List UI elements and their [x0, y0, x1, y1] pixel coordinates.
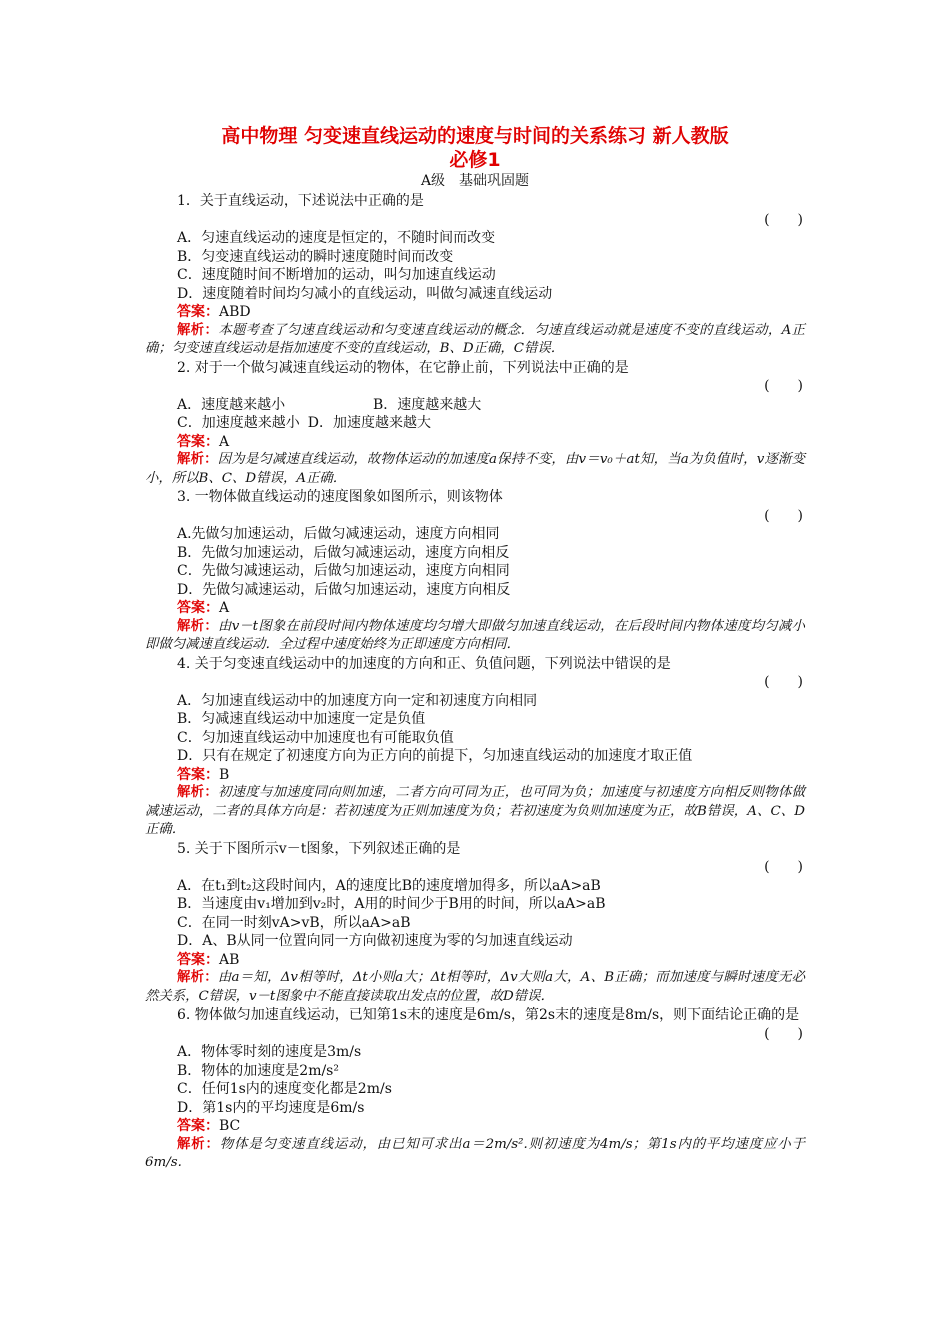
- answer-value: A: [219, 600, 230, 616]
- doc-title-line1: 高中物理 匀变速直线运动的速度与时间的关系练习 新人教版: [221, 125, 729, 147]
- option: B．匀减速直线运动中加速度一定是负值: [177, 711, 426, 727]
- question-3: [145, 488, 805, 655]
- explanation: [145, 322, 805, 359]
- option: B．速度越来越大: [373, 396, 482, 413]
- explanation: [145, 451, 805, 488]
- answer-value: B: [219, 766, 230, 783]
- answer-blank: ( ): [764, 1025, 803, 1042]
- explanation: [145, 1136, 805, 1173]
- option: C．速度随时间不断增加的运动，叫匀加速直线运动: [177, 267, 496, 283]
- answer-blank: ( ): [764, 378, 803, 394]
- explanation: [145, 969, 805, 1006]
- option: A．匀加速直线运动中的加速度方向一定和初速度方向相同: [177, 692, 538, 709]
- option: D．加速度越来越大: [307, 415, 431, 431]
- explain-label: 解析：: [177, 322, 219, 338]
- answer-line: [145, 599, 805, 618]
- answer-label: 答案：: [177, 766, 219, 783]
- answer-label: 答案：: [177, 433, 219, 450]
- answer-blank: ( ): [764, 674, 803, 690]
- answer-blank: ( ): [764, 507, 803, 524]
- option: D．A、B从同一位置向同一方向做初速度为零的匀加速直线运动: [177, 933, 573, 949]
- explain-label: 解析：: [177, 785, 218, 800]
- option: A．速度越来越小: [177, 396, 286, 413]
- explain-text: 由a＝知，Δv相等时，Δt小则a大；Δt相等时，Δv大则a大，A、B正确；而加速度与瞬时速度无必然关系，C错误，v－t图象中不能直接读取出发点的位置，故D错误．: [145, 970, 806, 1004]
- explain-text: 物体是匀变速直线运动，由已知可求出a＝2m/s².则初速度为4m/s；第1s内的平均速度应小于6m/s.: [145, 1136, 806, 1170]
- option: D．只有在规定了初速度方向为正方向的前提下，匀加速直线运动的加速度才取正值: [177, 748, 693, 764]
- answer-label: 答案：: [177, 600, 219, 616]
- option: D．速度随着时间均匀减小的直线运动，叫做匀减速直线运动: [177, 285, 553, 302]
- question-4: [145, 655, 805, 840]
- explain-label: 解析：: [177, 618, 219, 634]
- explain-text: 由v－t图象在前段时间内物体速度均匀增大即做匀加速直线运动，在后段时间内物体速度均匀减小即做匀减速直线运动．全过程中速度始终为正即速度方向相同．: [145, 618, 805, 652]
- option: C．任何1s内的速度变化都是2m/s: [177, 1081, 392, 1097]
- option: C．加速度越来越小: [177, 415, 300, 431]
- option-row: [145, 414, 805, 433]
- option: C．先做匀减速运动，后做匀加速运动，速度方向相同: [177, 563, 510, 579]
- question-stem: 3. 一物体做直线运动的速度图象如图所示，则该物体: [177, 489, 503, 505]
- question-1: [145, 192, 805, 359]
- question-5: [145, 840, 805, 1007]
- question-stem: 6. 物体做匀加速直线运动，已知第1s末的速度是6m/s，第2s末的速度是8m/s，则下面结论正确的是: [177, 1007, 800, 1023]
- answer-value: AB: [219, 951, 240, 968]
- question-stem: 2. 对于一个做匀减速直线运动的物体，在它静止前，下列说法中正确的是: [177, 359, 629, 376]
- explain-text: 本题考查了匀速直线运动和匀变速直线运动的概念．匀速直线运动就是速度不变的直线运动，A正确；匀变速直线运动是指加速度不变的直线运动，B、D正确，C错误．: [145, 322, 806, 356]
- question-stem: 1．关于直线运动，下述说法中正确的是: [177, 193, 424, 209]
- answer-value: ABD: [219, 304, 251, 320]
- option: A．在t₁到t₂这段时间内，A的速度比B的速度增加得多，所以aA>aB: [177, 877, 601, 894]
- explanation: [145, 784, 805, 840]
- section-heading: A级 基础巩固题: [420, 173, 530, 189]
- option: A．匀速直线运动的速度是恒定的，不随时间而改变: [177, 230, 496, 246]
- answer-line: [145, 303, 805, 322]
- option: A.先做匀加速运动，后做匀减速运动，速度方向相同: [177, 526, 500, 542]
- question-6: [145, 1006, 805, 1173]
- explanation: [145, 618, 805, 655]
- answer-line: [145, 1117, 805, 1136]
- answer-blank: ( ): [764, 211, 803, 228]
- option: B．当速度由v₁增加到v₂时，A用的时间少于B用的时间，所以aA>aB: [177, 896, 606, 912]
- question-stem: 4. 关于匀变速直线运动中的加速度的方向和正、负值问题，下列说法中错误的是: [177, 655, 671, 672]
- answer-label: 答案：: [177, 304, 219, 320]
- document-page: [145, 124, 805, 1173]
- explain-label: 解析：: [177, 1136, 220, 1152]
- option-row: [145, 396, 805, 415]
- option: B．物体的加速度是2m/s²: [177, 1062, 339, 1079]
- explain-label: 解析：: [177, 970, 218, 985]
- answer-value: A: [219, 433, 230, 450]
- answer-label: 答案：: [177, 1118, 219, 1134]
- explain-text: 因为是匀减速直线运动，故物体运动的加速度a保持不变，由v＝v₀＋at知，当a为负值时，v逐渐变小，所以B、C、D错误，A正确．: [145, 452, 805, 486]
- question-2: [145, 359, 805, 489]
- doc-title-line2: 必修1: [449, 149, 501, 171]
- explain-text: 初速度与加速度同向则加速，二者方向可同为正，也可同为负；加速度与初速度方向相反则物体做减速运动，二者的具体方向是：若初速度为正则加速度为负；若初速度为负则加速度为正，故B错误，A、C、D正确．: [145, 785, 806, 837]
- answer-line: [145, 766, 805, 785]
- answer-label: 答案：: [177, 951, 219, 968]
- option: D．第1s内的平均速度是6m/s: [177, 1099, 365, 1116]
- option: D．先做匀减速运动，后做匀加速运动，速度方向相反: [177, 581, 511, 598]
- option: C．在同一时刻vA>vB，所以aA>aB: [177, 914, 411, 931]
- answer-blank: ( ): [764, 859, 803, 875]
- question-stem: 5. 关于下图所示v－t图象，下列叙述正确的是: [177, 840, 461, 857]
- option: C．匀加速直线运动中加速度也有可能取负值: [177, 729, 454, 746]
- option: B．匀变速直线运动的瞬时速度随时间而改变: [177, 248, 454, 265]
- explain-label: 解析：: [177, 452, 218, 467]
- option: B．先做匀加速运动，后做匀减速运动，速度方向相反: [177, 544, 510, 561]
- answer-value: BC: [219, 1118, 241, 1134]
- answer-line: [145, 433, 805, 452]
- answer-line: [145, 951, 805, 970]
- option: A．物体零时刻的速度是3m/s: [177, 1044, 362, 1060]
